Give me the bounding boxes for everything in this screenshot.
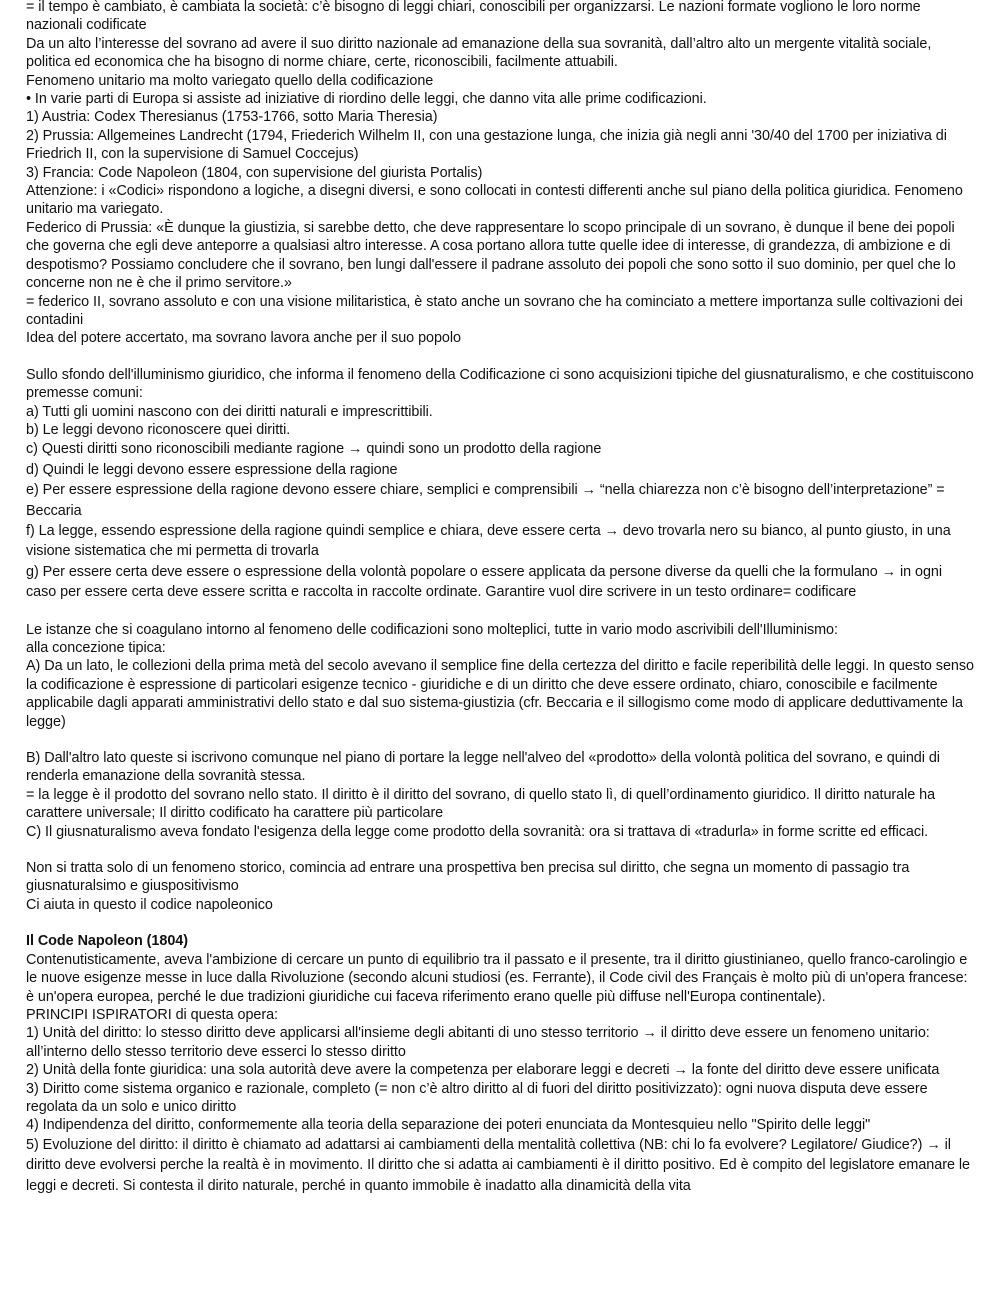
paragraph: C) Il giusnaturalismo aveva fondato l'esigenza della legge come prodotto della sovranità: ora si trattava di «tradurla» in forme scritte ed efficaci. [26, 823, 929, 840]
list-item-f: f) La legge, essendo espressione della ragione quindi semplice e chiara, deve essere certa → devo trovarla nero su bianco, al punto giusto, in una visione sistematica che mi permetta di trovarla [26, 522, 951, 560]
list-item-c: c) Questi diritti sono riconoscibili mediante ragione → quindi sono un prodotto della ragione [26, 441, 602, 458]
list-item-b: b) Le leggi devono riconoscere quei diritti. [26, 421, 291, 438]
bullet-item: • In varie parti di Europa si assiste ad iniziative di riordino delle leggi, che danno vita alle prime codificazioni. [26, 91, 707, 108]
paragraph: Fenomeno unitario ma molto variegato quello della codificazione [26, 72, 434, 89]
principles-title: PRINCIPI ISPIRATORI di questa opera: [26, 1006, 279, 1023]
blank-line [26, 841, 974, 859]
paragraph: Attenzione: i «Codici» rispondono a logiche, a disegni diversi, e sono collocati in contesti differenti anche sul piano della politica giuridica. Fenomeno unitario ma variegato. [26, 183, 963, 218]
paragraph: Da un alto l’interesse del sovrano ad avere il suo diritto nazionale ad emanazione della sua sovranità, dall’altro alto un mergente vitalità sociale, politica ed economica che ha bisogno di norme chiare, certe, riconoscibili, facilmente attuabili. [26, 35, 932, 71]
list-item: 3) Francia: Code Napoleon (1804, con supervisione del giurista Portalis) [26, 164, 483, 181]
blank-line [26, 603, 974, 621]
list-item-e: e) Per essere espressione della ragione devono essere chiare, semplici e comprensibili → “nella chiarezza non c’è bisogno dell’interpretazione” = Beccaria [26, 482, 945, 519]
paragraph: Ci aiuta in questo il codice napoleonico [26, 896, 273, 913]
blank-line [26, 731, 974, 749]
paragraph: Idea del potere accertato, ma sovrano lavora anche per il suo popolo [26, 330, 461, 347]
paragraph: A) Da un lato, le collezioni della prima metà del secolo avevano il semplice fine della certezza del diritto e facile reperibilità delle leggi. In questo senso la codificazione è espressione di particolari esigenze tecnico - giuridiche e di un diritto che deve essere ordinato, chiaro, conoscibile e facilmente applicabile dagli apparati amministrativi dello stato e dal suo sistema-giustizia (cfr. Beccaria e il sillogismo come modo di applicare deduttivamente la legge) [26, 658, 974, 730]
principle-item: 4) Indipendenza del diritto, conformemente alla teoria della separazione dei poteri enunciata da Montesquieu nello "Spirito delle leggi" [26, 1117, 871, 1134]
paragraph: = il tempo è cambiato, è cambiata la società: c’è bisogno di leggi chiari, conoscibili per organizzarsi. Le nazioni formate vogliono le loro norme nazionali codificate [26, 0, 921, 34]
principle-item: 1) Unità del diritto: lo stesso diritto deve applicarsi all'insieme degli abitanti di uno stesso territorio → il diritto deve essere un fenomeno unitario: all’interno dello stesso territorio deve esserci lo stesso diritto [26, 1025, 930, 1060]
principle-item: 5) Evoluzione del diritto: il diritto è chiamato ad adattarsi ai cambiamenti della mentalità collettiva (NB: chi lo fa evolvere? Legilatore/ Giudice?) → il diritto deve evolversi perche la realtà è in movimento. Il diritto che si adatta ai cambiamenti è il diritto positivo. Ed è compito del legislatore emanare le leggi e decreti. Si contesta il dirito naturale, perché in quanto immobile è inadatto alla dinamicità della vita [26, 1136, 970, 1194]
paragraph: Sullo sfondo dell'illuminismo giuridico, che informa il fenomeno della Codificazione ci sono acquisizioni tipiche del giusnaturalismo, e che costituiscono premesse comuni: [26, 366, 974, 402]
section-heading: Il Code Napoleon (1804) [26, 933, 188, 950]
principle-item: 3) Diritto come sistema organico e razionale, completo (= non c’è altro diritto al di fuori del diritto positivizzato): ogni nuova disputa deve essere regolata da un solo e unico diritto [26, 1080, 928, 1115]
paragraph: = federico II, sovrano assoluto e con una visione militaristica, è stato anche un sovrano che ha cominciato a mettere importanza sulle coltivazioni dei contadini [26, 293, 963, 328]
list-item-d: d) Quindi le leggi devono essere espressione della ragione [26, 461, 398, 478]
paragraph: alla concezione tipica: [26, 640, 166, 656]
list-item-a: a) Tutti gli uomini nascono con dei diritti naturali e imprescrittibili. [26, 403, 433, 420]
list-item: 1) Austria: Codex Theresianus (1753-1766, sotto Maria Theresia) [26, 109, 438, 126]
blank-line [26, 348, 974, 366]
paragraph: Le istanze che si coagulano intorno al fenomeno delle codificazioni sono molteplici, tutte in vario modo ascrivibili dell'Illuminismo: [26, 621, 838, 638]
paragraph: = la legge è il prodotto del sovrano nello stato. Il diritto è il diritto del sovrano, di quello stato lì, di quell’ordinamento giuridico. Il diritto naturale ha carattere universale; Il diritto codificato ha carattere più particolare [26, 786, 936, 822]
paragraph: Non si tratta solo di un fenomeno storico, comincia ad entrare una prospettiva ben precisa sul diritto, che segna un momento di passagio tra giusnaturalsimo e giuspositivismo [26, 860, 910, 895]
paragraph: Contenutisticamente, aveva l'ambizione di cercare un punto di equilibrio tra il passato e il presente, tra il diritto giustinianeo, quello franco-carolingio e le nuove esigenze messe in luce dalla Rivoluzione (secondo alcuni studiosi (es. Ferrante), il Code civil des Français è molto più di un'opera francese: è un'opera europea, perché le due tradizioni giuridiche cui faceva riferimento erano quelle più diffuse nell'Europa continentale). [26, 951, 968, 1005]
quote-paragraph: Federico di Prussia: «È dunque la giustizia, si sarebbe detto, che deve rappresentare lo scopo principale di un sovrano, è dunque il bene dei popoli che governa che egli deve anteporre a qualsiasi altro interesse. A cosa portano allora tutte quelle idee di interesse, di grandezza, di ambizione e di despotismo? Possiamo concludere che il sovrano, ben lungi dall'essere il padrane assoluto dei popoli che sono sotto il suo dominio, per quel che lo concerne non ne è che il primo servitore.» [26, 219, 956, 292]
principle-item: 2) Unità della fonte giuridica: una sola autorità deve avere la competenza per elaborare leggi e decreti → la fonte del diritto deve essere unificata [26, 1062, 940, 1079]
paragraph: B) Dall'altro lato queste si iscrivono comunque nel piano di portare la legge nell'alveo del «prodotto» della volontà politica del sovrano, e quindi di renderla emanazione della sovranità stessa. [26, 750, 940, 785]
blank-line [26, 914, 974, 932]
list-item: 2) Prussia: Allgemeines Landrecht (1794, Friederich Wilhelm II, con una gestazione lunga, che inizia già negli anni '30/40 del 1700 per iniziativa di Friedrich II, con la supervisione di Samuel Coccejus) [26, 127, 947, 163]
list-item-g: g) Per essere certa deve essere o espressione della volontà popolare o essere applicata da persone diverse da quelli che la formulano → in ogni caso per essere certa deve essere scritta e raccolta in raccolte ordinate. Garantire vuol dire scrivere in un testo ordinare= codificare [26, 563, 943, 601]
